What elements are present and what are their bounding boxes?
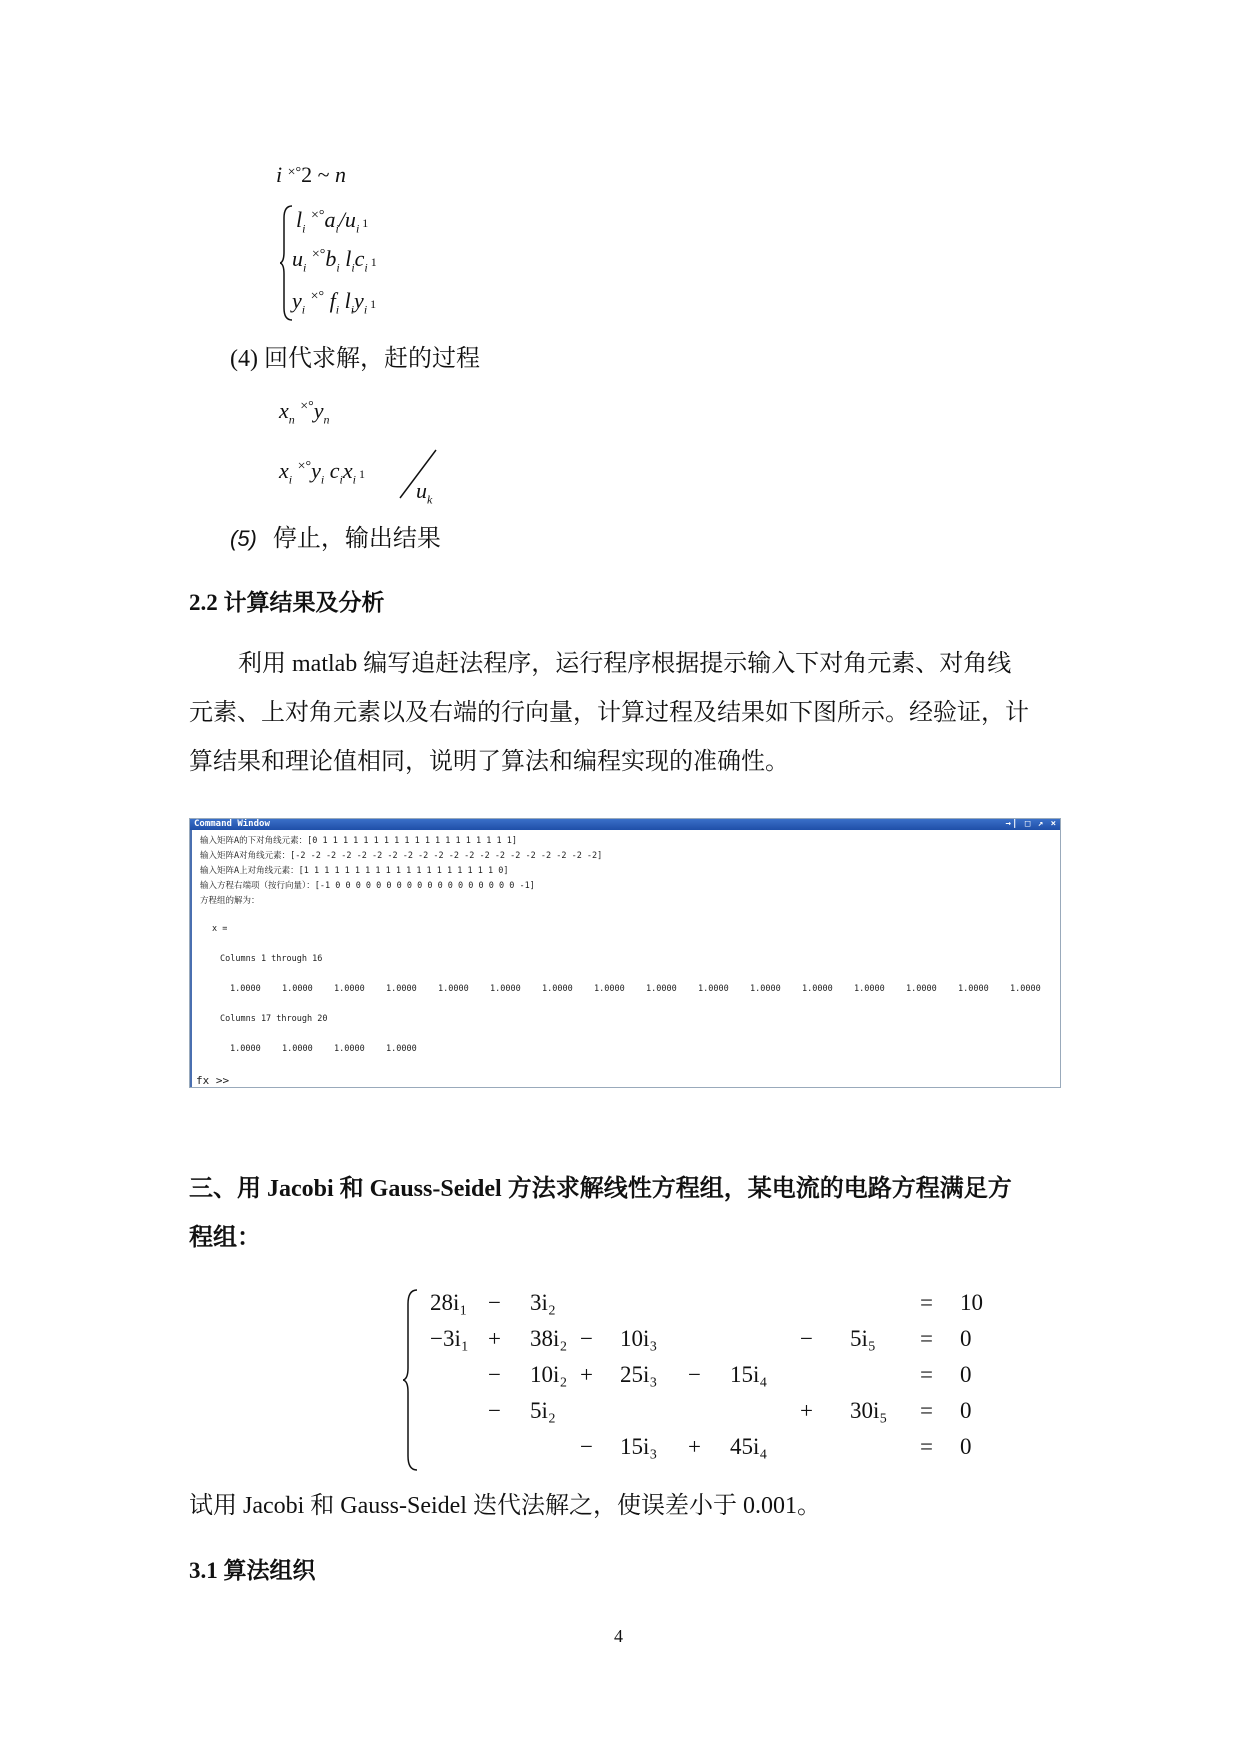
matlab-command-window bbox=[189, 818, 1061, 1088]
equation-term: + bbox=[580, 1362, 593, 1387]
equation-term: + bbox=[688, 1434, 701, 1459]
equation-term: 0 bbox=[960, 1362, 972, 1387]
equation-term: − bbox=[488, 1398, 501, 1423]
cw-value: 1.0000 bbox=[282, 1044, 313, 1054]
formula-x-i: $x_i$ $^{\times^\circ}y_i$ $c_ix_i$ 1 bbox=[279, 458, 365, 487]
paragraph-line-1: 利用 matlab 编写追赶法程序，运行程序根据提示输入下对角元素、对角线 bbox=[238, 651, 1012, 677]
equation-term: + bbox=[488, 1326, 501, 1351]
equation-term: 0 bbox=[960, 1326, 972, 1351]
command-window-body bbox=[190, 830, 1060, 1087]
equation-term: 30i₅ bbox=[850, 1398, 888, 1423]
equation-term: 38i₂ bbox=[530, 1326, 568, 1351]
equation-term: 25i₃ bbox=[620, 1362, 658, 1387]
formula-l-i: $l_i$ $^{\times^\circ}a_i/u_i$ 1 bbox=[296, 207, 369, 236]
cw-value: 1.0000 bbox=[386, 984, 417, 994]
formula-y-i: $y_i$ ×° $f_i$ $l_iy_i$ 1 bbox=[292, 288, 377, 317]
cw-value: 1.0000 bbox=[802, 984, 833, 994]
cw-value: 1.0000 bbox=[282, 984, 313, 994]
cw-value: 1.0000 bbox=[542, 984, 573, 994]
formula-u-i: $u_i$ $^{\times^\circ}b_i$ $l_ic_i$ 1 bbox=[292, 246, 377, 275]
cw-line: 输入矩阵A的下对角线元素：[0 1 1 1 1 1 1 1 1 1 1 1 1 1 1 1 1 1 1 1] bbox=[200, 836, 517, 846]
cw-value: 1.0000 bbox=[750, 984, 781, 994]
equation-term: − bbox=[688, 1362, 701, 1387]
equation-term: − bbox=[580, 1326, 593, 1351]
cw-value: 1.0000 bbox=[490, 984, 521, 994]
window-controls-icon[interactable]: →| □ ↗ × bbox=[1005, 819, 1057, 829]
cw-value: 1.0000 bbox=[230, 984, 261, 994]
cw-columns-2: Columns 17 through 20 bbox=[220, 1014, 328, 1024]
cw-value: 1.0000 bbox=[854, 984, 885, 994]
equation-term: 15i₄ bbox=[730, 1362, 768, 1387]
cw-value: 1.0000 bbox=[386, 1044, 417, 1054]
section-3-task-text: 试用 Jacobi 和 Gauss-Seidel 迭代法解之，使误差小于 0.001。 bbox=[189, 1493, 821, 1519]
section-3-heading-line-1: 三、用 Jacobi 和 Gauss-Seidel 方法求解线性方程组，某电流的电路方程满足方 bbox=[189, 1176, 1012, 1202]
command-window-titlebar: Command Window →| □ ↗ × bbox=[190, 819, 1060, 830]
equation-term: 10 bbox=[960, 1290, 983, 1315]
equation-term: = bbox=[920, 1434, 933, 1459]
cw-line: 输入矩阵A对角线元素：[-2 -2 -2 -2 -2 -2 -2 -2 -2 -2 -2 -2 -2 -2 -2 -2 -2 -2 -2 -2] bbox=[200, 851, 603, 861]
equation-term: 5i₅ bbox=[850, 1326, 876, 1351]
equation-term: 5i₂ bbox=[530, 1398, 556, 1423]
equation-term: − bbox=[800, 1326, 813, 1351]
left-brace-system bbox=[403, 1288, 421, 1472]
cw-value: 1.0000 bbox=[906, 984, 937, 994]
section-heading-3-1: 3.1 算法组织 bbox=[189, 1558, 316, 1583]
equation-term: − bbox=[488, 1362, 501, 1387]
paragraph-line-3: 算结果和理论值相同，说明了算法和编程实现的准确性。 bbox=[189, 749, 789, 775]
section-heading-2-2: 2.2 计算结果及分析 bbox=[189, 590, 385, 615]
step-4: (4) 回代求解，赶的过程 bbox=[230, 346, 480, 372]
cw-value: 1.0000 bbox=[1010, 984, 1041, 994]
cw-value: 1.0000 bbox=[334, 1044, 365, 1054]
equation-term: = bbox=[920, 1362, 933, 1387]
formula-u-k: $u_k$ bbox=[416, 478, 433, 507]
equation-term: 15i₃ bbox=[620, 1434, 658, 1459]
equation-term: 3i₂ bbox=[530, 1290, 556, 1315]
cw-value: 1.0000 bbox=[230, 1044, 261, 1054]
equation-term: = bbox=[920, 1290, 933, 1315]
equation-term: = bbox=[920, 1398, 933, 1423]
cw-value: 1.0000 bbox=[594, 984, 625, 994]
cw-prompt[interactable]: fx >> bbox=[196, 1074, 230, 1087]
cw-value: 1.0000 bbox=[646, 984, 677, 994]
loop-range-formula: i ×°2 ~ n bbox=[276, 162, 347, 187]
equation-term: − bbox=[580, 1434, 593, 1459]
cw-value: 1.0000 bbox=[438, 984, 469, 994]
paragraph-line-2: 元素、上对角元素以及右端的行向量，计算过程及结果如下图所示。经验证，计 bbox=[189, 700, 1029, 726]
equation-term: 45i₄ bbox=[730, 1434, 768, 1459]
equation-term: 0 bbox=[960, 1434, 972, 1459]
step-5: (5) 停止，输出结果 bbox=[230, 526, 441, 552]
equation-term: 0 bbox=[960, 1398, 972, 1423]
equation-term: 10i₃ bbox=[620, 1326, 658, 1351]
cw-line: 输入矩阵A上对角线元素：[1 1 1 1 1 1 1 1 1 1 1 1 1 1 1 1 1 1 1 0] bbox=[200, 866, 509, 876]
cw-value: 1.0000 bbox=[698, 984, 729, 994]
equation-term: 10i₂ bbox=[530, 1362, 568, 1387]
cw-line: 输入方程右端项（按行向量）：[-1 0 0 0 0 0 0 0 0 0 0 0 0 0 0 0 0 0 0 -1] bbox=[200, 881, 535, 891]
cw-line: 方程组的解为： bbox=[200, 896, 260, 906]
equation-term: −3i₁ bbox=[430, 1326, 469, 1351]
equation-term: + bbox=[800, 1398, 813, 1423]
cw-value: 1.0000 bbox=[958, 984, 989, 994]
equation-term: = bbox=[920, 1326, 933, 1351]
cw-columns-1: Columns 1 through 16 bbox=[220, 954, 323, 964]
equation-system bbox=[420, 1290, 990, 1470]
cw-value: 1.0000 bbox=[334, 984, 365, 994]
section-3-heading-line-2: 程组： bbox=[189, 1225, 261, 1251]
cw-x-label: x = bbox=[212, 924, 228, 934]
page-number: 4 bbox=[614, 1626, 623, 1646]
equation-term: 28i₁ bbox=[430, 1290, 468, 1315]
formula-x-n: $x_n$ $^{\times^\circ}y_n$ bbox=[279, 398, 330, 427]
equation-term: − bbox=[488, 1290, 501, 1315]
